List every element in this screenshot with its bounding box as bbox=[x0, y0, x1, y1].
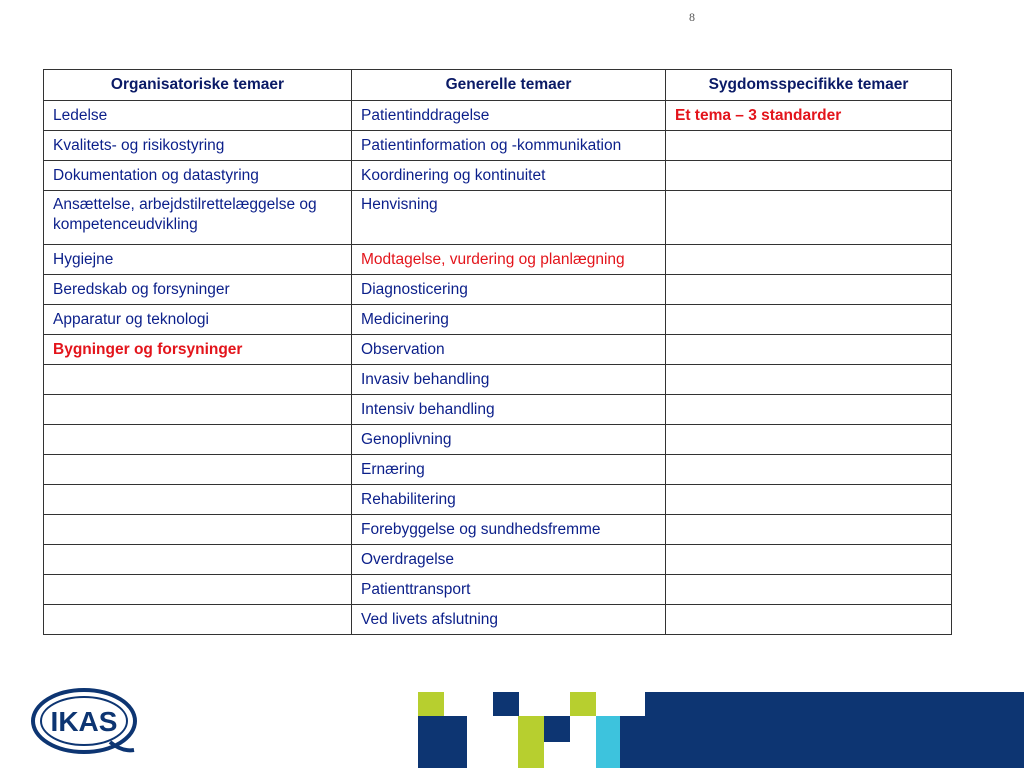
table-row bbox=[44, 395, 952, 425]
table-cell: Ernæring bbox=[352, 455, 666, 485]
table-cell: Observation bbox=[352, 335, 666, 365]
table-cell bbox=[44, 365, 352, 395]
table-cell bbox=[44, 455, 352, 485]
table-cell: Koordinering og kontinuitet bbox=[352, 161, 666, 191]
table-cell bbox=[666, 575, 952, 605]
table-cell: Modtagelse, vurdering og planlægning bbox=[352, 245, 666, 275]
table-cell: Diagnosticering bbox=[352, 275, 666, 305]
table-cell bbox=[44, 395, 352, 425]
table-cell bbox=[666, 485, 952, 515]
table-row bbox=[44, 605, 952, 635]
table-cell bbox=[666, 515, 952, 545]
table-cell bbox=[44, 485, 352, 515]
table-cell: Kvalitets- og risikostyring bbox=[44, 131, 352, 161]
table-row bbox=[44, 545, 952, 575]
table-cell: Bygninger og forsyninger bbox=[44, 335, 352, 365]
table-cell bbox=[44, 545, 352, 575]
table-cell bbox=[44, 515, 352, 545]
table-row bbox=[44, 275, 952, 305]
page-number: 8 bbox=[689, 10, 695, 24]
logo-text: IKAS bbox=[50, 706, 118, 737]
table-cell: Apparatur og teknologi bbox=[44, 305, 352, 335]
table-cell: Patienttransport bbox=[352, 575, 666, 605]
header-disease-specific: Sygdomsspecifikke temaer bbox=[666, 70, 952, 101]
table-row bbox=[44, 425, 952, 455]
table-cell: Medicinering bbox=[352, 305, 666, 335]
table-cell: Ansættelse, arbejdstilrettelæggelse og kompetenceudvikling bbox=[44, 191, 352, 245]
table-cell: Beredskab og forsyninger bbox=[44, 275, 352, 305]
table-cell bbox=[666, 335, 952, 365]
table-cell bbox=[44, 425, 352, 455]
table-row bbox=[44, 575, 952, 605]
table-row bbox=[44, 335, 952, 365]
table-cell bbox=[666, 365, 952, 395]
table-row bbox=[44, 101, 952, 131]
table-row bbox=[44, 455, 952, 485]
table-cell bbox=[666, 395, 952, 425]
table-cell: Patientinformation og -kommunikation bbox=[352, 131, 666, 161]
table-cell bbox=[666, 305, 952, 335]
table-cell: Hygiejne bbox=[44, 245, 352, 275]
table-cell bbox=[666, 191, 952, 245]
table-cell: Intensiv behandling bbox=[352, 395, 666, 425]
table-cell: Ledelse bbox=[44, 101, 352, 131]
table-cell: Genoplivning bbox=[352, 425, 666, 455]
themes-table bbox=[43, 69, 952, 635]
table-row bbox=[44, 131, 952, 161]
table-cell: Et tema – 3 standarder bbox=[666, 101, 952, 131]
header-general: Generelle temaer bbox=[352, 70, 666, 101]
table-cell: Forebyggelse og sundhedsfremme bbox=[352, 515, 666, 545]
table-row bbox=[44, 245, 952, 275]
table-row bbox=[44, 191, 952, 245]
table-cell bbox=[666, 275, 952, 305]
table-cell: Ved livets afslutning bbox=[352, 605, 666, 635]
header-organisational: Organisatoriske temaer bbox=[44, 70, 352, 101]
table-cell bbox=[666, 245, 952, 275]
table-cell bbox=[44, 575, 352, 605]
table-row bbox=[44, 161, 952, 191]
ikas-logo bbox=[30, 680, 142, 760]
table-cell: Patientinddragelse bbox=[352, 101, 666, 131]
table-cell: Invasiv behandling bbox=[352, 365, 666, 395]
table-cell: Dokumentation og datastyring bbox=[44, 161, 352, 191]
table-row bbox=[44, 305, 952, 335]
table-cell: Overdragelse bbox=[352, 545, 666, 575]
table-cell bbox=[666, 545, 952, 575]
table-cell bbox=[666, 161, 952, 191]
table-row bbox=[44, 365, 952, 395]
table-cell bbox=[44, 605, 352, 635]
table-cell: Rehabilitering bbox=[352, 485, 666, 515]
table-cell bbox=[666, 605, 952, 635]
table-cell bbox=[666, 455, 952, 485]
table-row bbox=[44, 515, 952, 545]
table-cell bbox=[666, 425, 952, 455]
table-row bbox=[44, 485, 952, 515]
table-cell: Henvisning bbox=[352, 191, 666, 245]
table-cell bbox=[666, 131, 952, 161]
table-header-row bbox=[44, 70, 952, 101]
